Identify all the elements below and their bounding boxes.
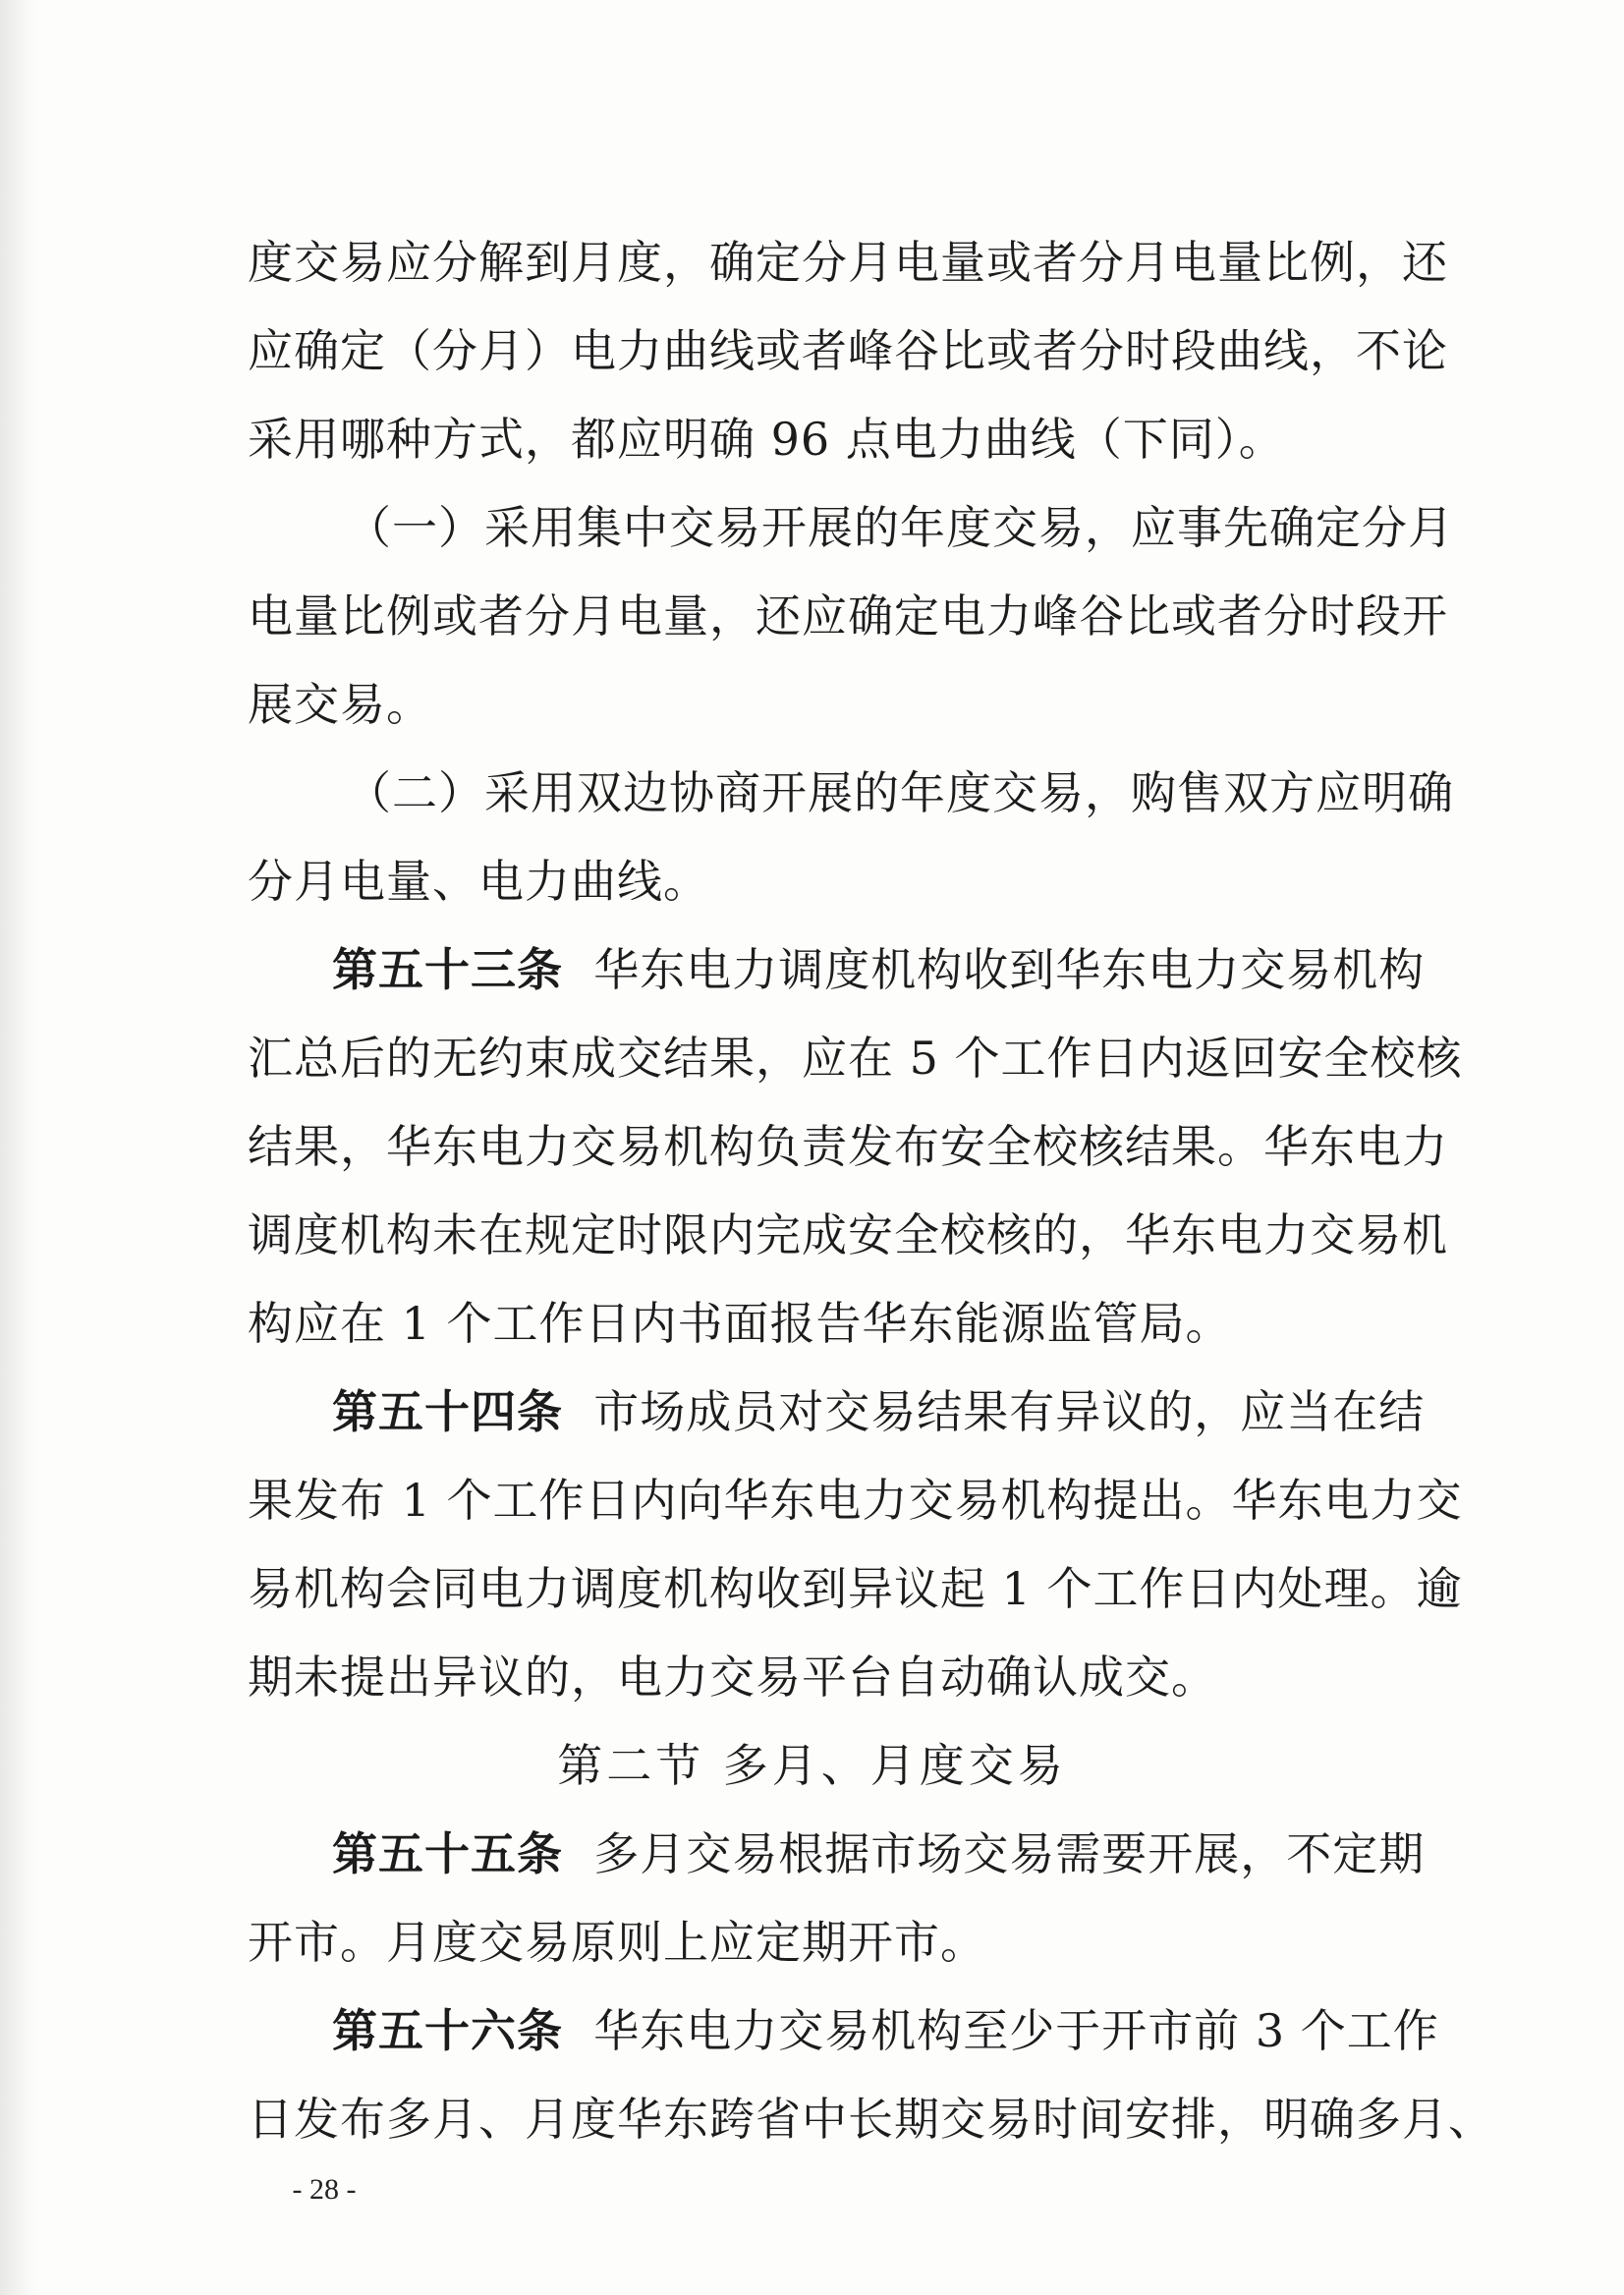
body-text-line bbox=[248, 850, 1397, 913]
body-text-line bbox=[248, 319, 1448, 382]
line-text: 结果，华东电力交易机构负责发布安全校核结果。华东电力 bbox=[248, 1120, 1448, 1173]
line-text: 果发布 1 个工作日内向华东电力交易机构提出。华东电力交 bbox=[248, 1474, 1463, 1527]
article-heading: 第五十六条 bbox=[332, 2004, 563, 2057]
body-text-line bbox=[248, 585, 1448, 647]
body-text-line bbox=[248, 1911, 1397, 1974]
article-heading: 第五十五条 bbox=[332, 1827, 563, 1880]
scan-edge-shadow bbox=[0, 0, 37, 2295]
line-text: （一）采用集中交易开展的年度交易，应事先确定分月 bbox=[346, 501, 1454, 554]
line-text: 多月交易根据市场交易需要开展，不定期 bbox=[593, 1827, 1426, 1880]
body-text-line bbox=[248, 1469, 1463, 1532]
line-text: 电量比例或者分月电量，还应确定电力峰谷比或者分时段开 bbox=[248, 589, 1448, 643]
line-text: 汇总后的无约束成交结果，应在 5 个工作日内返回安全校核 bbox=[248, 1032, 1463, 1085]
article-53-line bbox=[332, 938, 1426, 1001]
line-text: 市场成员对交易结果有异议的，应当在结 bbox=[593, 1385, 1426, 1438]
article-55-line bbox=[332, 1822, 1426, 1885]
line-text: 期未提出异议的，电力交易平台自动确认成交。 bbox=[248, 1651, 1217, 1704]
section-heading bbox=[0, 1734, 1624, 1797]
line-text: 日发布多月、月度华东跨省中长期交易时间安排，明确多月、 bbox=[248, 2093, 1494, 2146]
line-text: 调度机构未在规定时限内完成安全校核的，华东电力交易机 bbox=[248, 1208, 1448, 1261]
section-title: 第二节 多月、月度交易 bbox=[557, 1739, 1067, 1792]
body-text-line bbox=[248, 1027, 1463, 1090]
body-text-line bbox=[248, 231, 1448, 294]
line-text: （二）采用双边协商开展的年度交易，购售双方应明确 bbox=[346, 766, 1454, 819]
page-number: - 28 - bbox=[292, 2173, 357, 2206]
body-text-line bbox=[346, 496, 1454, 559]
article-54-line bbox=[332, 1380, 1426, 1443]
body-text-line bbox=[248, 673, 1397, 736]
body-text-line bbox=[346, 761, 1454, 824]
line-text: 构应在 1 个工作日内书面报告华东能源监管局。 bbox=[248, 1297, 1232, 1350]
line-text: 度交易应分解到月度，确定分月电量或者分月电量比例，还 bbox=[248, 236, 1448, 289]
body-text-line bbox=[248, 1292, 1397, 1355]
body-text-line bbox=[248, 2088, 1494, 2151]
line-text: 分月电量、电力曲线。 bbox=[248, 855, 709, 908]
body-text-line bbox=[248, 408, 1397, 471]
article-heading: 第五十四条 bbox=[332, 1385, 563, 1438]
body-text-line bbox=[248, 1115, 1448, 1178]
article-56-line bbox=[332, 1999, 1439, 2062]
article-heading: 第五十三条 bbox=[332, 943, 563, 996]
line-text: 开市。月度交易原则上应定期开市。 bbox=[248, 1916, 986, 1969]
line-text: 采用哪种方式，都应明确 96 点电力曲线（下同）。 bbox=[248, 413, 1285, 466]
line-text: 易机构会同电力调度机构收到异议起 1 个工作日内处理。逾 bbox=[248, 1562, 1463, 1615]
body-text-line bbox=[248, 1646, 1397, 1708]
line-text: 应确定（分月）电力曲线或者峰谷比或者分时段曲线，不论 bbox=[248, 324, 1448, 377]
body-text-line bbox=[248, 1203, 1448, 1266]
line-text: 华东电力交易机构至少于开市前 3 个工作 bbox=[593, 2004, 1439, 2057]
body-text-line bbox=[248, 1557, 1463, 1620]
line-text: 华东电力调度机构收到华东电力交易机构 bbox=[593, 943, 1426, 996]
line-text: 展交易。 bbox=[248, 678, 432, 731]
